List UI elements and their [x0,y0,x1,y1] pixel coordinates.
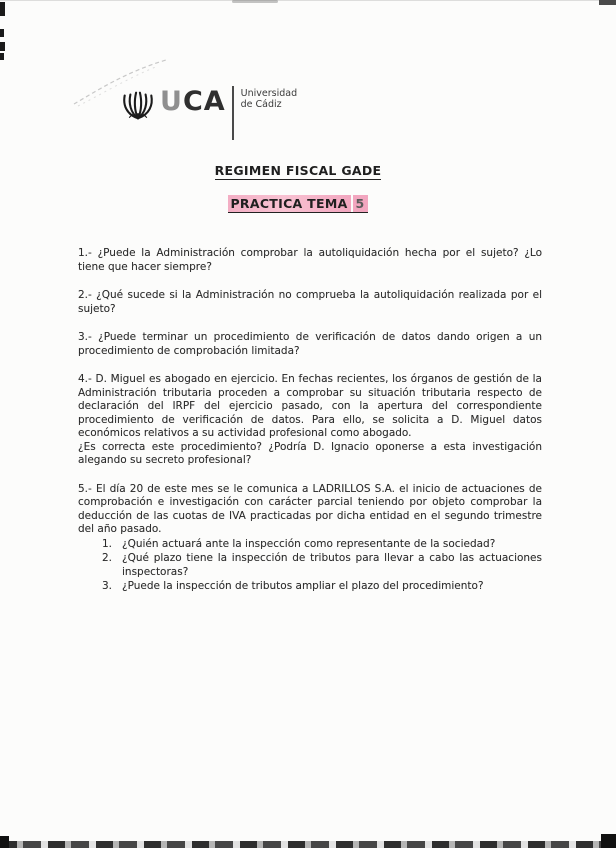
uca-laurel-emblem-icon [118,86,158,124]
question-text: ¿Puede la Administración comprobar la autoliquidación hecha por el sujeto? ¿Lo tiene que hacer siempre? [78,247,542,273]
question-3 [78,331,542,358]
scan-edge-mark [0,42,5,51]
course-title-text: REGIMEN FISCAL GADE [214,163,382,178]
question-1 [78,247,542,274]
sub-question-text: ¿Qué plazo tiene la inspección de tributos para llevar a cabo las actuaciones inspectoras? [122,552,542,578]
scan-top-hairline [0,0,616,1]
question-text: ¿Qué sucede si la Administración no comprueba la autoliquidación realizada por el sujeto? [78,289,542,315]
sub-question-3 [102,580,542,594]
scan-edge-mark [0,53,4,60]
sub-question-number: 1. [102,537,113,550]
practice-title [0,196,596,213]
scan-edge-mark [0,29,4,37]
question-text: ¿Puede terminar un procedimiento de verificación de datos dando origen a un procedimiento de comprobación limitada? [78,331,543,357]
scan-corner-mark [601,834,616,848]
question-2 [78,289,542,316]
sub-question-1 [102,538,542,552]
sub-question-number: 2. [102,552,113,564]
university-logo [118,84,297,140]
sub-question-text: ¿Puede la inspección de tributos ampliar el plazo del procedimiento? [122,580,484,592]
sub-question-number: 3. [102,580,113,592]
practice-number: 5 [353,195,368,212]
logo-divider [232,86,234,140]
worksheet-body [78,247,542,609]
sub-question-2 [102,552,542,579]
scan-bottom-bar [0,841,616,848]
question-number: 1.- [78,247,92,259]
question-text: El día 20 de este mes se le comunica a LADRILLOS S.A. el inicio de actuaciones de comprobación e investigación con carácter parcial teniendo por objeto comprobar la deducción de las cuotas de IVA practicadas por dicha entidad en el segundo trimestre del año pasado. [78,482,542,535]
question-5 [78,483,542,594]
scan-top-smudge [232,0,278,3]
practice-title-text: PRACTICA TEMA [228,195,350,212]
scan-corner-mark [599,0,616,5]
scan-edge-mark [0,2,5,16]
question-4 [78,373,542,468]
question-number: 2.- [78,289,92,301]
course-title [0,163,596,180]
question-text: D. Miguel es abogado en ejercicio. En fechas recientes, los órganos de gestión de la Administración tributaria proceden a comprobar su situación tributaria respecto de declaración del IRPF del ejercicio pasado, con la apertura del correspondiente procedimiento de verificación de datos. Para ello, se solicita a D. Miguel datos económicos relativos a su actividad profesional como abogado. [78,373,542,439]
question-5-sublist [78,538,542,594]
university-name [241,88,297,110]
university-name-line1: Universidad [240,88,298,99]
university-name-line2: de Cádiz [240,99,282,110]
question-4-followup: ¿Es correcta este procedimiento? ¿Podría D. Ignacio oponerse a esta investigación alegando su secreto profesional? [78,440,542,466]
scan-corner-mark [0,836,9,848]
sub-question-text: ¿Quién actuará ante la inspección como representante de la sociedad? [122,537,496,550]
uca-acronym: UCA [160,86,226,117]
question-number: 3.- [78,331,92,343]
question-number: 5.- [78,482,92,495]
question-number: 4.- [78,373,92,385]
